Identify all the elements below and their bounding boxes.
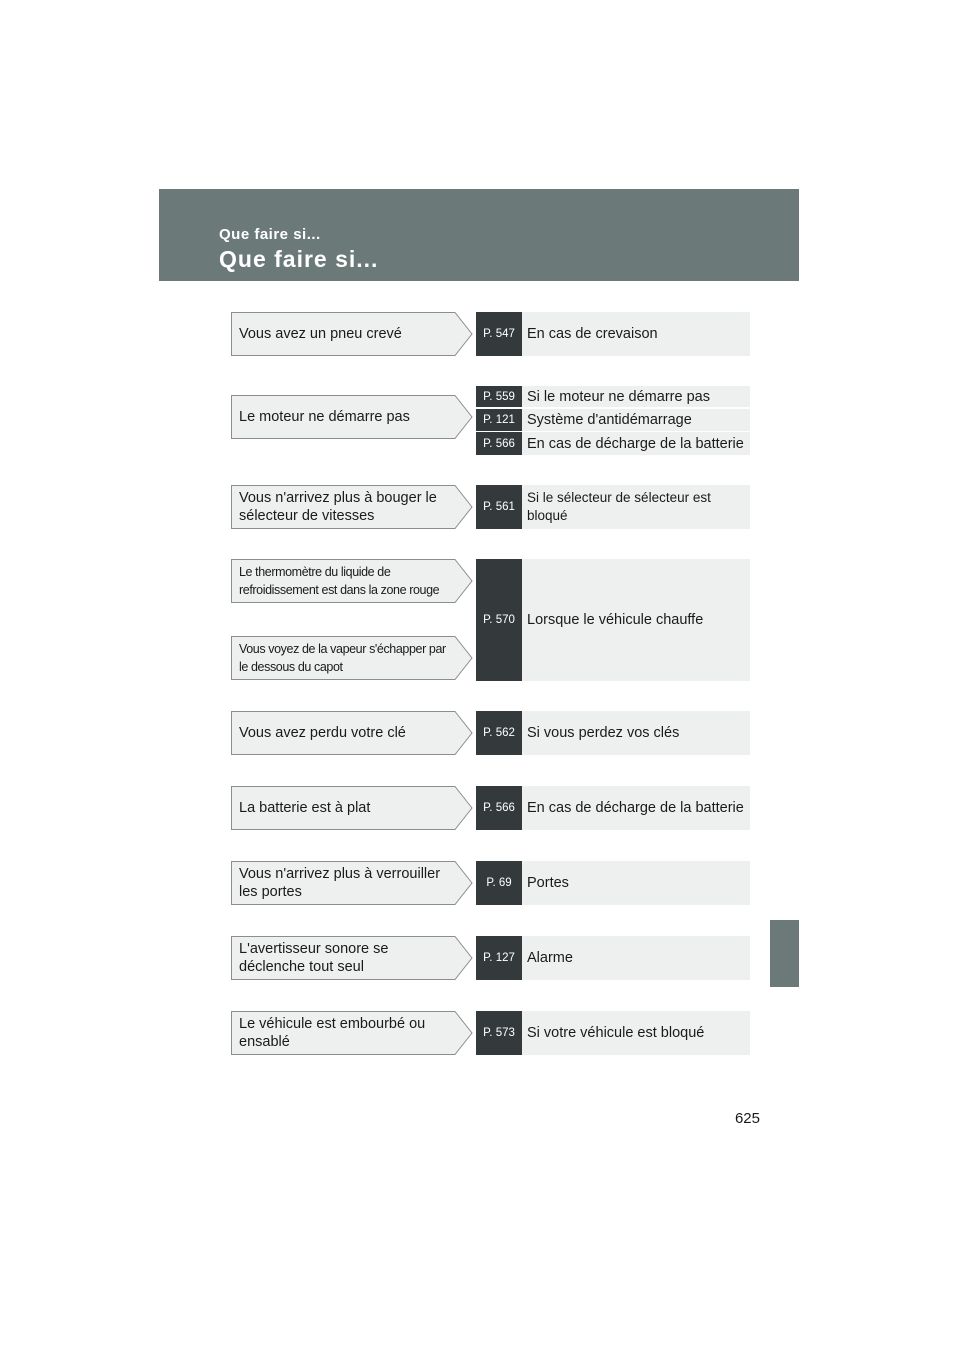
reference-row (476, 312, 750, 356)
condition-text: Le véhicule est embourbé ou ensablé (239, 1016, 426, 1050)
reference-row (476, 711, 750, 755)
reference-description: En cas de décharge de la batterie (527, 435, 744, 452)
condition-text: Le moteur ne démarre pas (239, 409, 410, 425)
condition-text: Vous n'arrivez plus à bouger le sélecteur de vitesses (239, 490, 437, 524)
condition-box (231, 395, 473, 439)
page-reference-badge[interactable]: P. 566 (476, 432, 522, 455)
reference-row (476, 936, 750, 980)
condition-box (231, 559, 473, 603)
reference-row (476, 386, 750, 407)
reference-row (476, 1011, 750, 1055)
reference-row (476, 432, 750, 455)
condition-text: Le thermomètre du liquide de refroidissement est dans la zone rouge (239, 565, 440, 597)
reference-description: Lorsque le véhicule chauffe (527, 612, 704, 628)
page-reference-badge[interactable]: P. 127 (476, 936, 522, 980)
page-reference-badge[interactable]: P. 566 (476, 786, 522, 830)
page-reference-badge[interactable]: P. 547 (476, 312, 522, 356)
reference-description: En cas de décharge de la batterie (527, 800, 744, 816)
page-reference-badge[interactable]: P. 69 (476, 861, 522, 905)
condition-text: L'avertisseur sonore se déclenche tout seul (239, 941, 389, 975)
condition-text: Vous voyez de la vapeur s'échapper par le dessous du capot (239, 642, 446, 674)
reference-row (476, 409, 750, 431)
condition-box (231, 786, 473, 830)
section-small-title: Que faire si... (219, 226, 321, 243)
reference-description: En cas de crevaison (527, 326, 658, 342)
condition-box (231, 936, 473, 980)
condition-box (231, 1011, 473, 1055)
condition-text: La batterie est à plat (239, 800, 371, 816)
reference-description: Si le moteur ne démarre pas (527, 388, 710, 405)
reference-row (476, 485, 750, 529)
condition-text: Vous avez perdu votre clé (239, 725, 406, 741)
condition-box (231, 312, 473, 356)
page-number: 625 (734, 1110, 760, 1127)
condition-box (231, 485, 473, 529)
condition-text: Vous avez un pneu crevé (239, 326, 402, 342)
reference-description: Si le sélecteur de sélecteur est bloqué (527, 490, 711, 523)
condition-box (231, 636, 473, 680)
reference-description: Alarme (527, 950, 573, 966)
reference-row (476, 861, 750, 905)
page-reference-badge[interactable]: P. 562 (476, 711, 522, 755)
page-reference-badge[interactable]: P. 559 (476, 386, 522, 407)
section-title: Que faire si... (219, 246, 379, 272)
reference-row (476, 786, 750, 830)
reference-description: Si votre véhicule est bloqué (527, 1025, 705, 1041)
reference-description: Système d'antidémarrage (527, 412, 692, 428)
reference-description: Portes (527, 875, 569, 891)
condition-box (231, 861, 473, 905)
reference-description: Si vous perdez vos clés (527, 725, 680, 741)
page-reference-badge[interactable]: P. 121 (476, 409, 522, 431)
page-reference-badge[interactable]: P. 570 (476, 559, 522, 681)
condition-box (231, 711, 473, 755)
page-reference-badge[interactable]: P. 573 (476, 1011, 522, 1055)
reference-row (476, 559, 750, 681)
page-reference-badge[interactable]: P. 561 (476, 485, 522, 529)
condition-text: Vous n'arrivez plus à verrouiller les portes (239, 866, 441, 900)
